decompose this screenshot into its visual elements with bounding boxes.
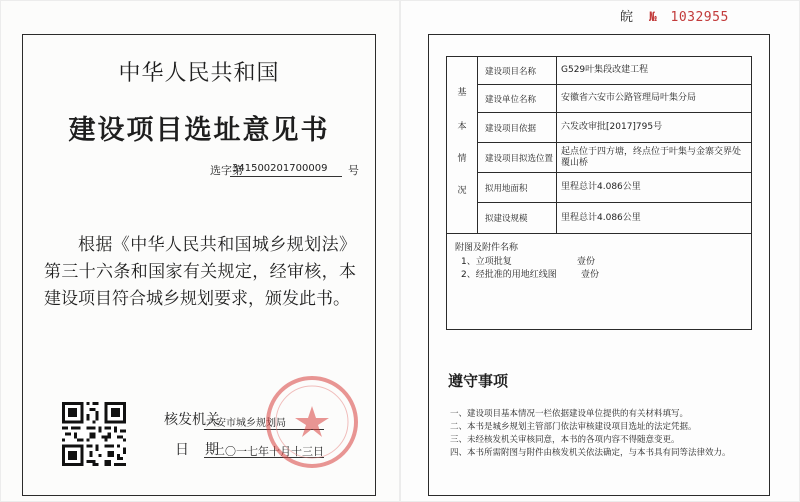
- issuer-label: 核发机关: [164, 412, 220, 428]
- document-number-suffix: 号: [348, 164, 359, 177]
- notice-item: 三、未经核发机关审核同意，本书的各项内容不得随意变更。: [450, 435, 680, 445]
- official-seal-icon: [262, 372, 362, 472]
- table-row: [477, 57, 751, 85]
- row-value: 里程总计4.086公里: [561, 212, 641, 223]
- document-number-prefix: 选字第: [210, 164, 243, 177]
- attachment-copies: 壹份: [577, 257, 596, 267]
- row-value: 起点位于四方塘，终点位于叶集与金寨交界处覆山桥: [561, 146, 742, 168]
- serial-no-label: №: [648, 10, 657, 25]
- approval-statement: 根据《中华人民共和国城乡规划法》第三十六条和国家有关规定，经审核，本建设项目符合城乡规划要求，颁发此书。: [44, 235, 356, 309]
- date-value: 二〇一七年十月十三日: [214, 445, 324, 458]
- side-char: 情: [457, 154, 467, 164]
- side-char: 况: [457, 186, 467, 196]
- side-char: 基: [457, 88, 467, 98]
- table-row: [477, 203, 751, 233]
- attachment-item: 2、经批准的用地红线图: [461, 270, 557, 280]
- document-number: [210, 162, 360, 178]
- attachments-section: [446, 234, 752, 330]
- attachments-title: 附图及附件名称: [455, 243, 519, 253]
- row-key: 拟用地面积: [477, 173, 557, 202]
- notice-item: 二、本书是城乡规划主管部门依法审核建设项目选址的法定凭据。: [450, 422, 697, 432]
- qr-code-icon: [62, 402, 126, 466]
- table-row: [477, 113, 751, 143]
- row-key: 建设项目依据: [477, 113, 557, 142]
- side-char: 本: [457, 122, 467, 132]
- row-key: 建设项目名称: [477, 57, 557, 84]
- row-key: 拟建设规模: [477, 203, 557, 233]
- row-key: 建设单位名称: [477, 85, 557, 112]
- serial-province: 皖: [620, 10, 634, 25]
- table-row: [477, 143, 751, 173]
- document-title: 建设项目选址意见书: [68, 115, 330, 146]
- notice-item: 一、建设项目基本情况一栏依据建设单位提供的有关材料填写。: [450, 409, 689, 419]
- table-row: [477, 173, 751, 203]
- notice-item: 四、本书所需附图与附件由核发机关依法确定，与本书具有同等法律效力。: [450, 448, 731, 458]
- row-value: 里程总计4.086公里: [561, 182, 641, 192]
- attachment-copies: 壹份: [581, 270, 600, 280]
- date-label: 日期: [175, 442, 235, 458]
- serial-number: [620, 6, 729, 24]
- issuer-value: 六安市城乡规划局: [206, 418, 286, 429]
- serial-number-value: 1032955: [670, 10, 729, 25]
- table-row: [477, 85, 751, 113]
- row-value: 六发改审批[2017]795号: [561, 122, 663, 132]
- document-number-value: 341500201700009: [232, 163, 328, 174]
- row-key: 建设项目拟选位置: [477, 143, 557, 172]
- country-name: 中华人民共和国: [118, 61, 280, 86]
- row-value: G529叶集段改建工程: [561, 65, 649, 75]
- basic-info-side-label: [447, 57, 478, 233]
- row-value: 安徽省六安市公路管理局叶集分局: [561, 93, 697, 103]
- notice-list: [450, 408, 760, 460]
- attachment-item: 1、立项批复: [461, 257, 512, 267]
- document-number-underline: [230, 176, 342, 177]
- notice-title: 遵守事项: [448, 372, 509, 390]
- basic-info-table: [446, 56, 752, 234]
